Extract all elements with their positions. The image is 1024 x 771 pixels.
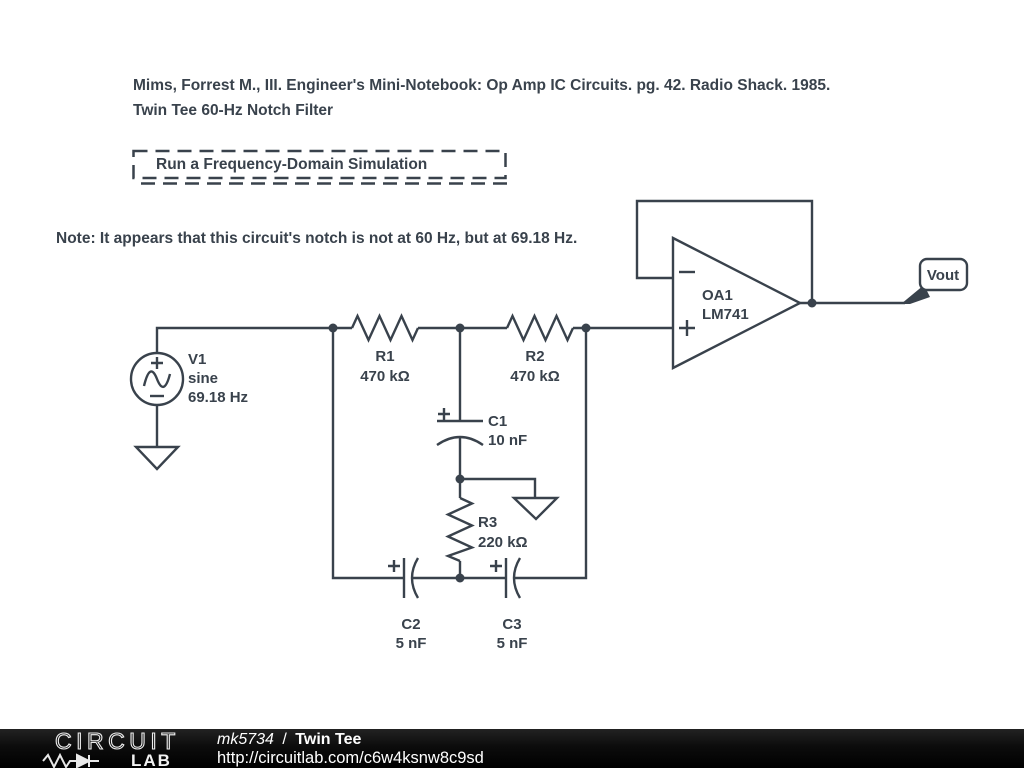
circuitlab-logo[interactable] [55, 728, 195, 771]
v1-frequency-label: 69.18 Hz [188, 389, 249, 406]
schematic-title: Twin Tee 60-Hz Notch Filter [133, 102, 334, 119]
c1-ref-label: C1 [488, 413, 508, 430]
r1-ref-label: R1 [375, 348, 395, 365]
document-url[interactable]: http://circuitlab.com/c6w4ksnw8c9sd [217, 749, 484, 767]
junction-dot [808, 299, 817, 308]
vout-label: Vout [926, 267, 960, 284]
opamp-model-label: LM741 [702, 306, 749, 323]
junction-dots [329, 299, 817, 583]
plus-polarity-icon [438, 408, 450, 420]
resistor-r2 [507, 316, 573, 340]
document-id: mk5734 [217, 731, 274, 748]
ground-icon [136, 447, 178, 469]
circuitlab-logo-wordmark: CIRCUIT [55, 728, 180, 754]
component-labels [188, 267, 959, 652]
wires [157, 201, 905, 578]
resistor-diode-icon [41, 753, 131, 769]
opamp-ref-label: OA1 [702, 287, 733, 304]
plus-polarity-icon [490, 560, 502, 572]
document-title: Twin Tee [295, 731, 362, 748]
r1-value-label: 470 kΩ [360, 368, 410, 385]
c3-ref-label: C3 [502, 616, 522, 633]
r2-ref-label: R2 [525, 348, 545, 365]
citation-text: Mims, Forrest M., III. Engineer's Mini-Notebook: Op Amp IC Circuits. pg. 42. Radio Shack. 1985. [133, 77, 831, 94]
c2-ref-label: C2 [401, 616, 421, 633]
junction-dot [456, 574, 465, 583]
c2-value-label: 5 nF [395, 635, 427, 652]
resistor-r1 [352, 316, 418, 340]
note-text: Note: It appears that this circuit's notch is not at 60 Hz, but at 69.18 Hz. [56, 230, 578, 247]
r3-ref-label: R3 [478, 514, 498, 531]
c3-value-label: 5 nF [496, 635, 528, 652]
voltage-source-v1 [131, 353, 183, 405]
junction-dot [456, 324, 465, 333]
opamp-oa1 [673, 238, 800, 368]
document-divider: / [282, 731, 287, 748]
plus-polarity-icon [388, 560, 400, 572]
document-info [217, 730, 484, 768]
r2-value-label: 470 kΩ [510, 368, 560, 385]
v1-waveform-label: sine [188, 370, 219, 387]
run-simulation-label: Run a Frequency-Domain Simulation [156, 156, 428, 173]
footer-bar [0, 729, 1024, 768]
v1-ref-label: V1 [188, 351, 207, 368]
c1-value-label: 10 nF [488, 432, 528, 449]
r3-value-label: 220 kΩ [478, 534, 528, 551]
junction-dot [582, 324, 591, 333]
junction-dot [329, 324, 338, 333]
document-name-line [217, 730, 484, 749]
junction-dot [456, 475, 465, 484]
circuitlab-logo-lab: LAB [131, 751, 172, 770]
resistor-r3 [448, 498, 472, 561]
ground-icon [514, 498, 557, 519]
